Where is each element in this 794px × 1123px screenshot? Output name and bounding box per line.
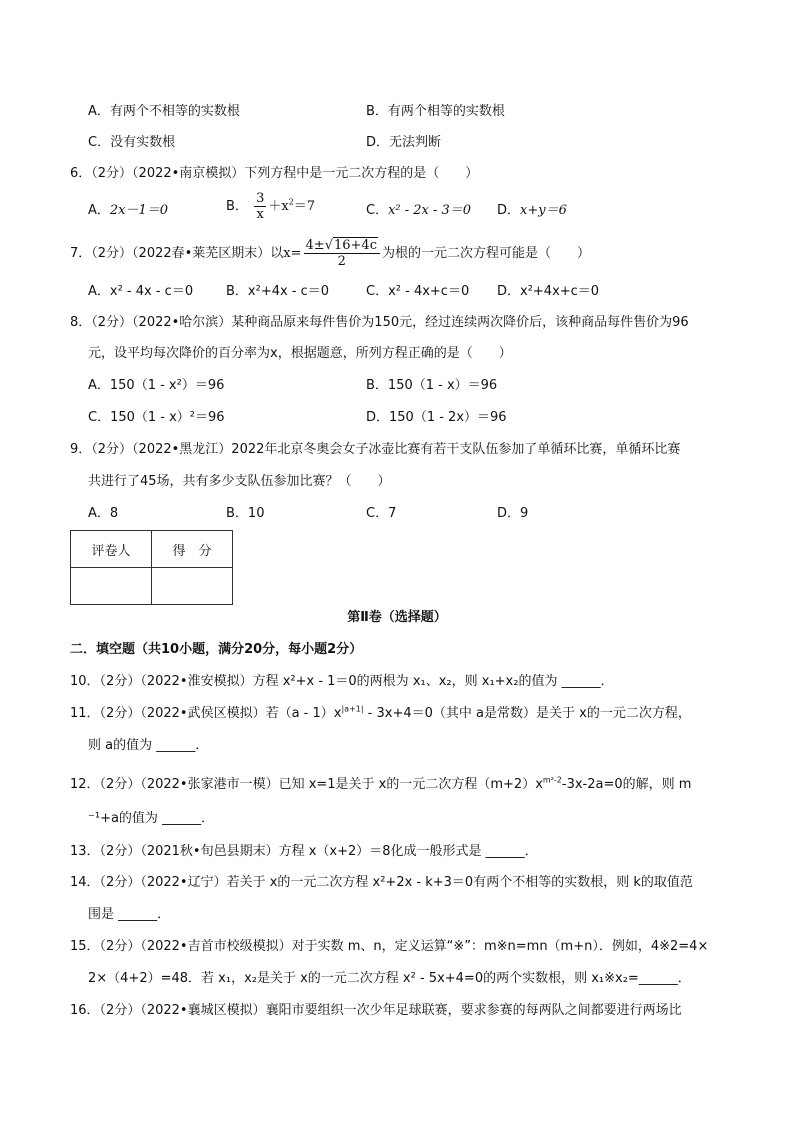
q5-option-a: A．有两个不相等的实数根 <box>88 104 240 119</box>
q7-option-a: A．x² - 4x - c＝0 <box>88 284 194 299</box>
q8-option-a: A．150（1 - x²）＝96 <box>88 378 225 393</box>
q6-option-d-prefix: D． <box>497 203 521 218</box>
q6-option-a <box>88 202 168 220</box>
q11-exponent: |a+1| <box>341 704 364 714</box>
q10-stem: 10．（2分）（2022•淮安模拟）方程 x²+x - 1＝0的两根为 x₁、x₂，则 x₁+x₂的值为 ______． <box>70 674 614 689</box>
q12-stem-line1 <box>70 776 691 794</box>
score-table-score-header: 得 分 <box>152 531 233 568</box>
q6-option-b-numerator: 3 <box>256 191 265 206</box>
q12-line1-prefix: 12．（2分）（2022•张家港市一模）已知 x=1是关于 x的一元二次方程（m+2）x <box>70 777 543 792</box>
q7-stem-prefix: 7．（2分）（2022春•莱芜区期末）以 <box>70 246 284 261</box>
q14-stem-line1: 14．（2分）（2022•辽宁）若关于 x的一元二次方程 x²+2x - k+3＝0有两个不相等的实数根，则 k的取值范 <box>70 875 693 890</box>
q11-stem-line1 <box>70 705 691 723</box>
q6-option-c <box>366 202 471 220</box>
q6-option-c-text: x² - 2x - 3＝0 <box>388 203 472 218</box>
score-table-score-cell <box>152 568 233 605</box>
score-table-reviewer-cell <box>71 568 152 605</box>
q8-option-b: B．150（1 - x）＝96 <box>366 378 498 393</box>
q6-option-d <box>497 202 567 220</box>
q9-stem-line1: 9．（2分）（2022•黑龙江）2022年北京冬奥会女子冰壶比赛有若干支队伍参加了单循环比赛，单循环比赛 <box>70 442 681 457</box>
q11-stem-line2: 则 a的值为 ______． <box>88 738 209 753</box>
q8-option-c: C．150（1 - x）²＝96 <box>88 410 225 425</box>
q8-option-d: D．150（1 - 2x）＝96 <box>366 410 507 425</box>
section-subtitle: 二．填空题（共10小题，满分20分，每小题2分） <box>70 642 363 657</box>
q11-line1-suffix: - 3x+4＝0（其中 a是常数）是关于 x的一元二次方程， <box>363 706 691 721</box>
q6-option-c-prefix: C． <box>366 203 389 218</box>
q12-exponent: m²-2 <box>542 775 562 785</box>
q5-option-d: D．无法判断 <box>366 135 442 150</box>
q7-fraction-denominator: 2 <box>337 254 346 269</box>
q7-option-d: D．x²+4x+c＝0 <box>497 284 600 299</box>
q6-option-a-text: 2x－1＝0 <box>109 203 169 218</box>
q7-stem-suffix: 为根的一元二次方程可能是（ ） <box>382 246 591 261</box>
q8-stem-line1: 8．（2分）（2022•哈尔滨）某种商品原来每件售价为150元，经过连续两次降价后，该种商品每件售价为96 <box>70 315 689 330</box>
q9-option-d: D．9 <box>497 506 529 521</box>
q12-stem-line2: ⁻¹+a的值为 ______． <box>88 811 215 826</box>
q6-option-a-prefix: A． <box>88 203 110 218</box>
q6-option-b <box>226 191 315 222</box>
q7-fraction-numerator: 4±√16+4c <box>304 238 380 254</box>
q9-option-c: C．7 <box>366 506 397 521</box>
q6-option-b-term: ＋x <box>268 199 289 214</box>
score-table <box>70 530 233 605</box>
q5-option-c: C．没有实数根 <box>88 135 176 150</box>
q6-option-b-prefix: B． <box>226 199 248 214</box>
q7-radicand: 16+4c <box>334 238 377 253</box>
q7-root-fraction <box>304 238 380 269</box>
q7-numerator-prefix: 4± <box>305 238 325 253</box>
q15-stem-line1: 15．（2分）（2022•吉首市校级模拟）对于实数 m、n，定义运算“※”：m※n=mn（m+n）．例如，4※2=4× <box>70 939 709 954</box>
q9-option-b: B．10 <box>226 506 265 521</box>
q7-x-equals: x= <box>283 246 302 261</box>
q6-stem: 6．（2分）（2022•南京模拟）下列方程中是一元二次方程的是（ ） <box>70 166 479 181</box>
q6-option-b-end: ＝7 <box>293 199 316 214</box>
q6-option-d-text: x+y＝6 <box>520 203 567 218</box>
q16-stem-line1: 16．（2分）（2022•襄城区模拟）襄阳市要组织一次少年足球联赛，要求参赛的每两队之间都要进行两场比 <box>70 1003 682 1018</box>
q8-stem-line2: 元，设平均每次降价的百分率为x，根据题意，所列方程正确的是（ ） <box>88 346 512 361</box>
q6-option-b-fraction <box>254 191 266 222</box>
q14-stem-line2: 围是 ______． <box>88 907 171 922</box>
q5-option-b: B．有两个相等的实数根 <box>366 104 505 119</box>
q7-option-c: C．x² - 4x+c＝0 <box>366 284 470 299</box>
q9-stem-line2: 共进行了45场，共有多少支队伍参加比赛？（ ） <box>88 474 391 489</box>
score-table-reviewer-header: 评卷人 <box>71 531 152 568</box>
q7-option-b: B．x²+4x - c＝0 <box>226 284 330 299</box>
section-title: 第Ⅱ卷（选择题） <box>347 610 447 625</box>
q12-line1-suffix: -3x-2a=0的解，则 m <box>561 777 692 792</box>
q6-option-b-exponent: 2 <box>288 197 294 207</box>
q13-stem: 13．（2分）（2021秋•旬邑县期末）方程 x（x+2）＝8化成一般形式是 ______． <box>70 844 538 859</box>
q9-option-a: A．8 <box>88 506 119 521</box>
q6-option-b-denominator: x <box>256 207 264 222</box>
q11-line1-prefix: 11．（2分）（2022•武侯区模拟）若（a - 1）x <box>70 706 342 721</box>
q15-stem-line2: 2×（4+2）=48．若 x₁，x₂是关于 x的一元二次方程 x² - 5x+4=0的两个实数根，则 x₁※x₂=______． <box>88 971 691 986</box>
q7-stem <box>70 238 590 269</box>
